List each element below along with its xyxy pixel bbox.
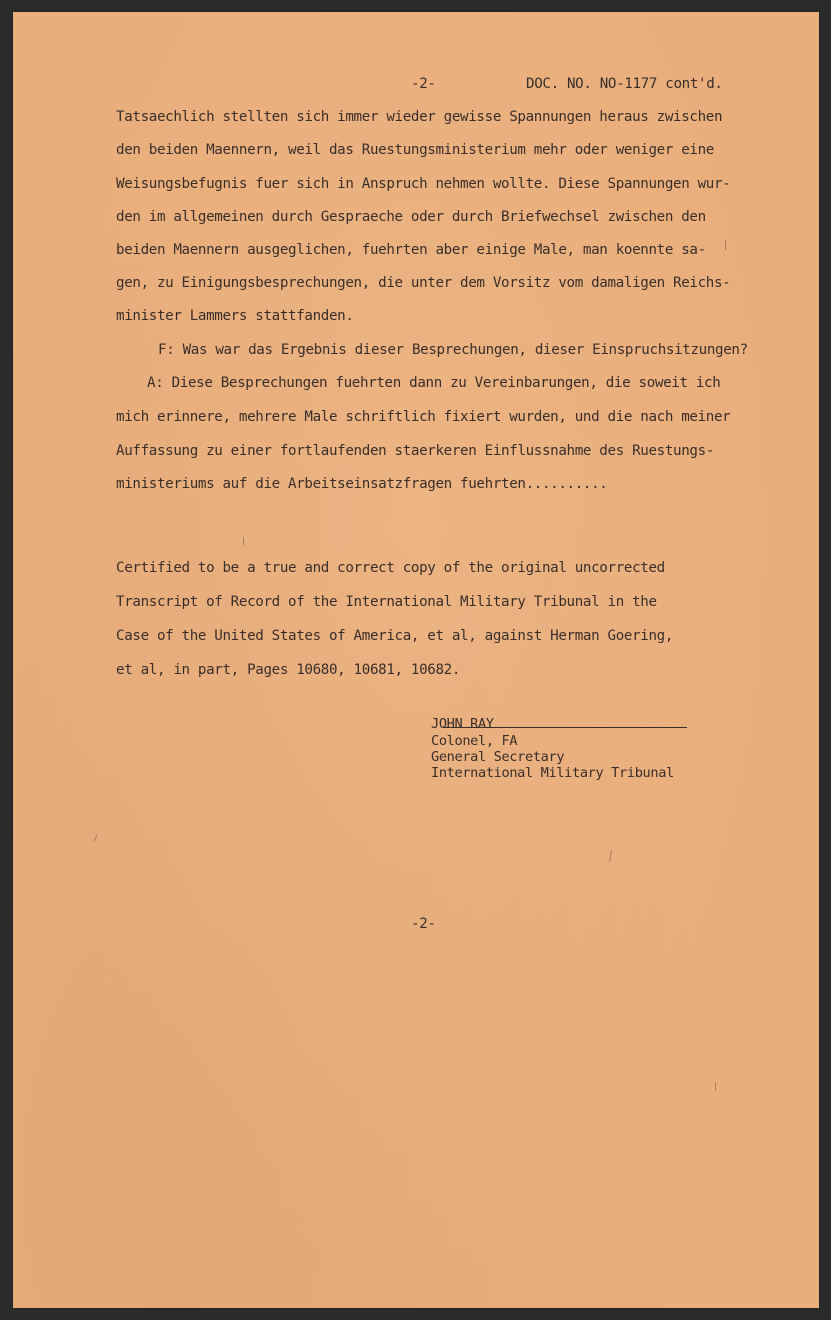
document-page	[13, 12, 819, 1308]
answer-line: mich erinnere, mehrere Male schriftlich fixiert wurden, und die nach meiner	[116, 409, 731, 425]
signatory-title: General Secretary	[431, 749, 565, 765]
certification-line: Case of the United States of America, et al, against Herman Goering,	[116, 628, 674, 644]
document-reference: DOC. NO. NO-1177 cont'd.	[526, 76, 723, 92]
body-line: minister Lammers stattfanden.	[116, 308, 354, 324]
certification-line: Certified to be a true and correct copy of the original uncorrected	[116, 560, 665, 576]
body-line: gen, zu Einigungsbesprechungen, die unter dem Vorsitz vom damaligen Reichs-	[116, 275, 731, 291]
question-line: F: Was war das Ergebnis dieser Besprechungen, dieser Einspruchsitzungen?	[158, 342, 748, 358]
body-line: Tatsaechlich stellten sich immer wieder gewisse Spannungen heraus zwischen	[116, 109, 723, 125]
paper-speck	[94, 835, 98, 842]
paper-speck	[725, 240, 726, 250]
answer-line: ministeriums auf die Arbeitseinsatzfragen fuehrten..........	[116, 476, 608, 492]
paper-speck	[715, 1082, 716, 1091]
signatory-organization: International Military Tribunal	[431, 765, 674, 781]
header-page-number: -2-	[411, 76, 436, 92]
certification-line: et al, in part, Pages 10680, 10681, 10682.	[116, 662, 461, 678]
body-line: den im allgemeinen durch Gespraeche oder durch Briefwechsel zwischen den	[116, 209, 706, 225]
signatory-rank: Colonel, FA	[431, 733, 518, 749]
signatory-name: JOHN RAY	[431, 716, 494, 732]
body-line: beiden Maennern ausgeglichen, fuehrten aber einige Male, man koennte sa-	[116, 242, 706, 258]
answer-line: Auffassung zu einer fortlaufenden staerkeren Einflussnahme des Ruestungs-	[116, 443, 714, 459]
body-line: Weisungsbefugnis fuer sich in Anspruch nehmen wollte. Diese Spannungen wur-	[116, 176, 731, 192]
answer-line: A: Diese Besprechungen fuehrten dann zu Vereinbarungen, die soweit ich	[147, 375, 721, 391]
body-line: den beiden Maennern, weil das Ruestungsministerium mehr oder weniger eine	[116, 142, 714, 158]
footer-page-number: -2-	[411, 916, 436, 932]
paper-speck	[609, 850, 612, 862]
paper-speck	[243, 537, 244, 545]
certification-line: Transcript of Record of the International Military Tribunal in the	[116, 594, 657, 610]
